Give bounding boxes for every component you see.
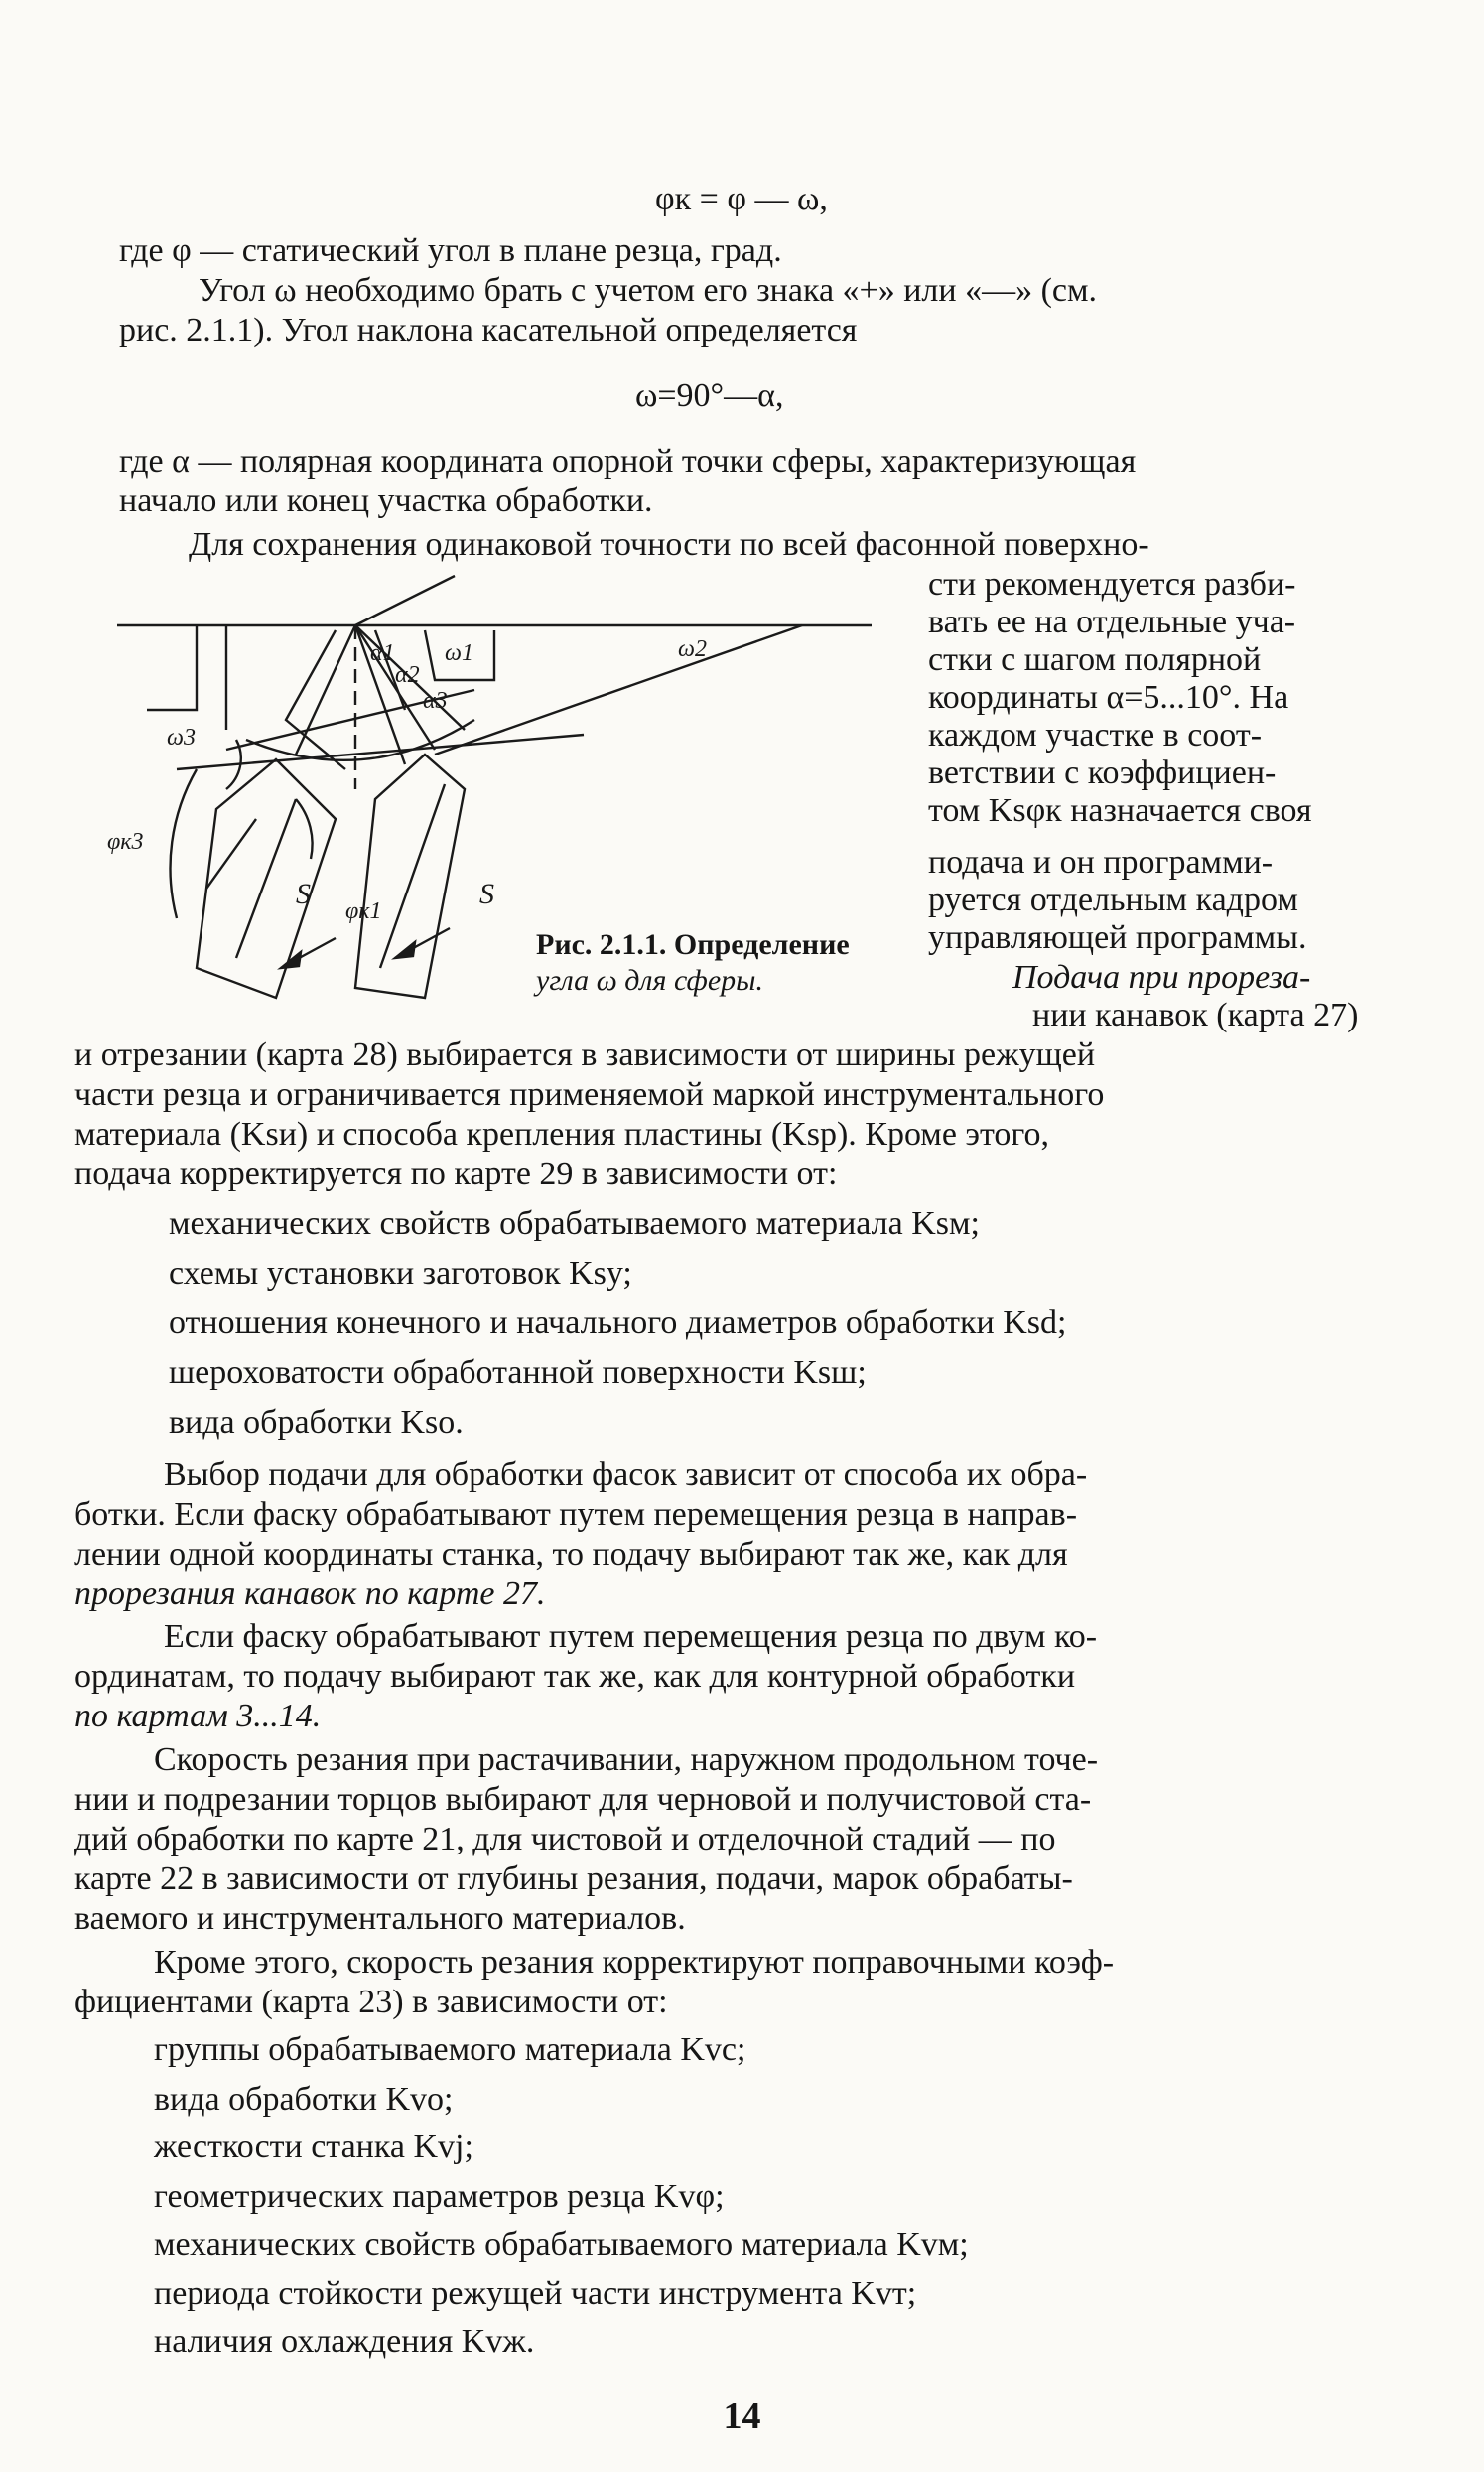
fig-label: ω1 [445,640,473,666]
paragraph-line: Для сохранения одинаковой точности по всей фасонной поверхно- [189,526,1149,563]
paragraph-line: Угол ω необходимо брать с учетом его знака «+» или «—» (см. [199,272,1098,309]
fig-label: α3 [423,688,448,714]
fig-label: S [296,878,311,910]
paragraph-line: ботки. Если фаску обрабатывают путем перемещения резца в направ- [74,1496,1078,1533]
list-item: жесткости станка Kvj; [154,2129,473,2165]
wrap-line: Подача при прореза- [1012,959,1311,996]
figure-caption: угла ω для сферы. [536,964,763,997]
fig-label: φк1 [345,898,382,924]
sphere-angle-diagram [107,561,901,1037]
paragraph-line: части резца и ограничивается применяемой маркой инструментального [74,1076,1105,1113]
paragraph-line: Кроме этого, скорость резания корректируют поправочными коэф- [154,1944,1115,1981]
wrap-line: стки с шагом полярной [928,641,1262,678]
wrap-line: подача и он программи- [928,844,1274,881]
formula-omega: ω=90°—α, [635,377,784,414]
paragraph-line: где φ — статический угол в плане резца, град. [119,232,782,269]
list-item: механических свойств обрабатываемого материала Ksм; [169,1205,980,1242]
paragraph-line: карте 22 в зависимости от глубины резания, подачи, марок обрабаты- [74,1860,1073,1897]
fig-label: ω2 [678,636,707,662]
fig-label: ω3 [167,725,196,751]
figure-caption: Рис. 2.1.1. Определение [536,928,850,961]
list-item: механических свойств обрабатываемого материала Kvм; [154,2226,969,2263]
list-item: периода стойкости режущей части инструмента Kvт; [154,2275,917,2312]
paragraph-line: по картам 3...14. [74,1698,322,1734]
paragraph-line: нии и подрезании торцов выбирают для черновой и получистовой ста- [74,1781,1092,1818]
paragraph-line: рис. 2.1.1). Угол наклона касательной определяется [119,312,858,348]
paragraph-line: Скорость резания при растачивании, наружном продольном точе- [154,1741,1099,1778]
wrap-line: руется отдельным кадром [928,882,1298,918]
fig-label: α1 [370,640,395,666]
paragraph-line: ваемого и инструментального материалов. [74,1900,686,1937]
wrap-line: управляющей программы. [928,919,1307,956]
formula-phi-k: φк = φ — ω, [655,181,828,217]
wrap-line: каждом участке в соот- [928,717,1263,754]
paragraph-line: начало или конец участка обработки. [119,482,653,519]
page-number: 14 [723,2396,761,2437]
list-item: шероховатости обработанной поверхности Ksш; [169,1354,867,1391]
paragraph-line: прорезания канавок по карте 27. [74,1576,546,1612]
paragraph-line: материала (Ksи) и способа крепления пластины (Ksр). Кроме этого, [74,1116,1050,1153]
list-item: геометрических параметров резца Kvφ; [154,2178,725,2215]
list-item: наличия охлаждения Kvж. [154,2323,535,2360]
list-item: схемы установки заготовок Ksу; [169,1255,632,1292]
paragraph-line: ординатам, то подачу выбирают так же, как для контурной обработки [74,1658,1076,1695]
paragraph-line: Если фаску обрабатывают путем перемещения резца по двум ко- [164,1618,1098,1655]
wrap-line: координаты α=5...10°. На [928,679,1289,716]
paragraph-line: где α — полярная координата опорной точки сферы, характеризующая [119,443,1137,480]
wrap-line: том Ksφк назначается своя [928,792,1312,829]
paragraph-line: и отрезании (карта 28) выбирается в зависимости от ширины режущей [74,1036,1096,1073]
paragraph-line: фициентами (карта 23) в зависимости от: [74,1984,668,2020]
list-item: вида обработки Ksо. [169,1404,464,1441]
paragraph-line: Выбор подачи для обработки фасок зависит от способа их обра- [164,1456,1088,1493]
list-item: вида обработки Kvо; [154,2081,454,2118]
fig-label: α2 [395,662,420,688]
figure-2-1-1 [107,561,901,1037]
paragraph-line: дий обработки по карте 21, для чистовой и отделочной стадий — по [74,1821,1056,1857]
paragraph-line: подача корректируется по карте 29 в зависимости от: [74,1156,838,1192]
wrap-line: сти рекомендуется разби- [928,566,1296,603]
fig-label: φк3 [107,829,144,855]
wrap-line: ветствии с коэффициен- [928,755,1277,791]
list-item: группы обрабатываемого материала Kvс; [154,2031,746,2068]
list-item: отношения конечного и начального диаметров обработки Ksd; [169,1305,1067,1341]
wrap-line: вать ее на отдельные уча- [928,604,1296,640]
paragraph-line: лении одной координаты станка, то подачу выбирают так же, как для [74,1536,1068,1573]
wrap-line: нии канавок (карта 27) [1032,997,1359,1033]
fig-label: S [479,878,494,910]
